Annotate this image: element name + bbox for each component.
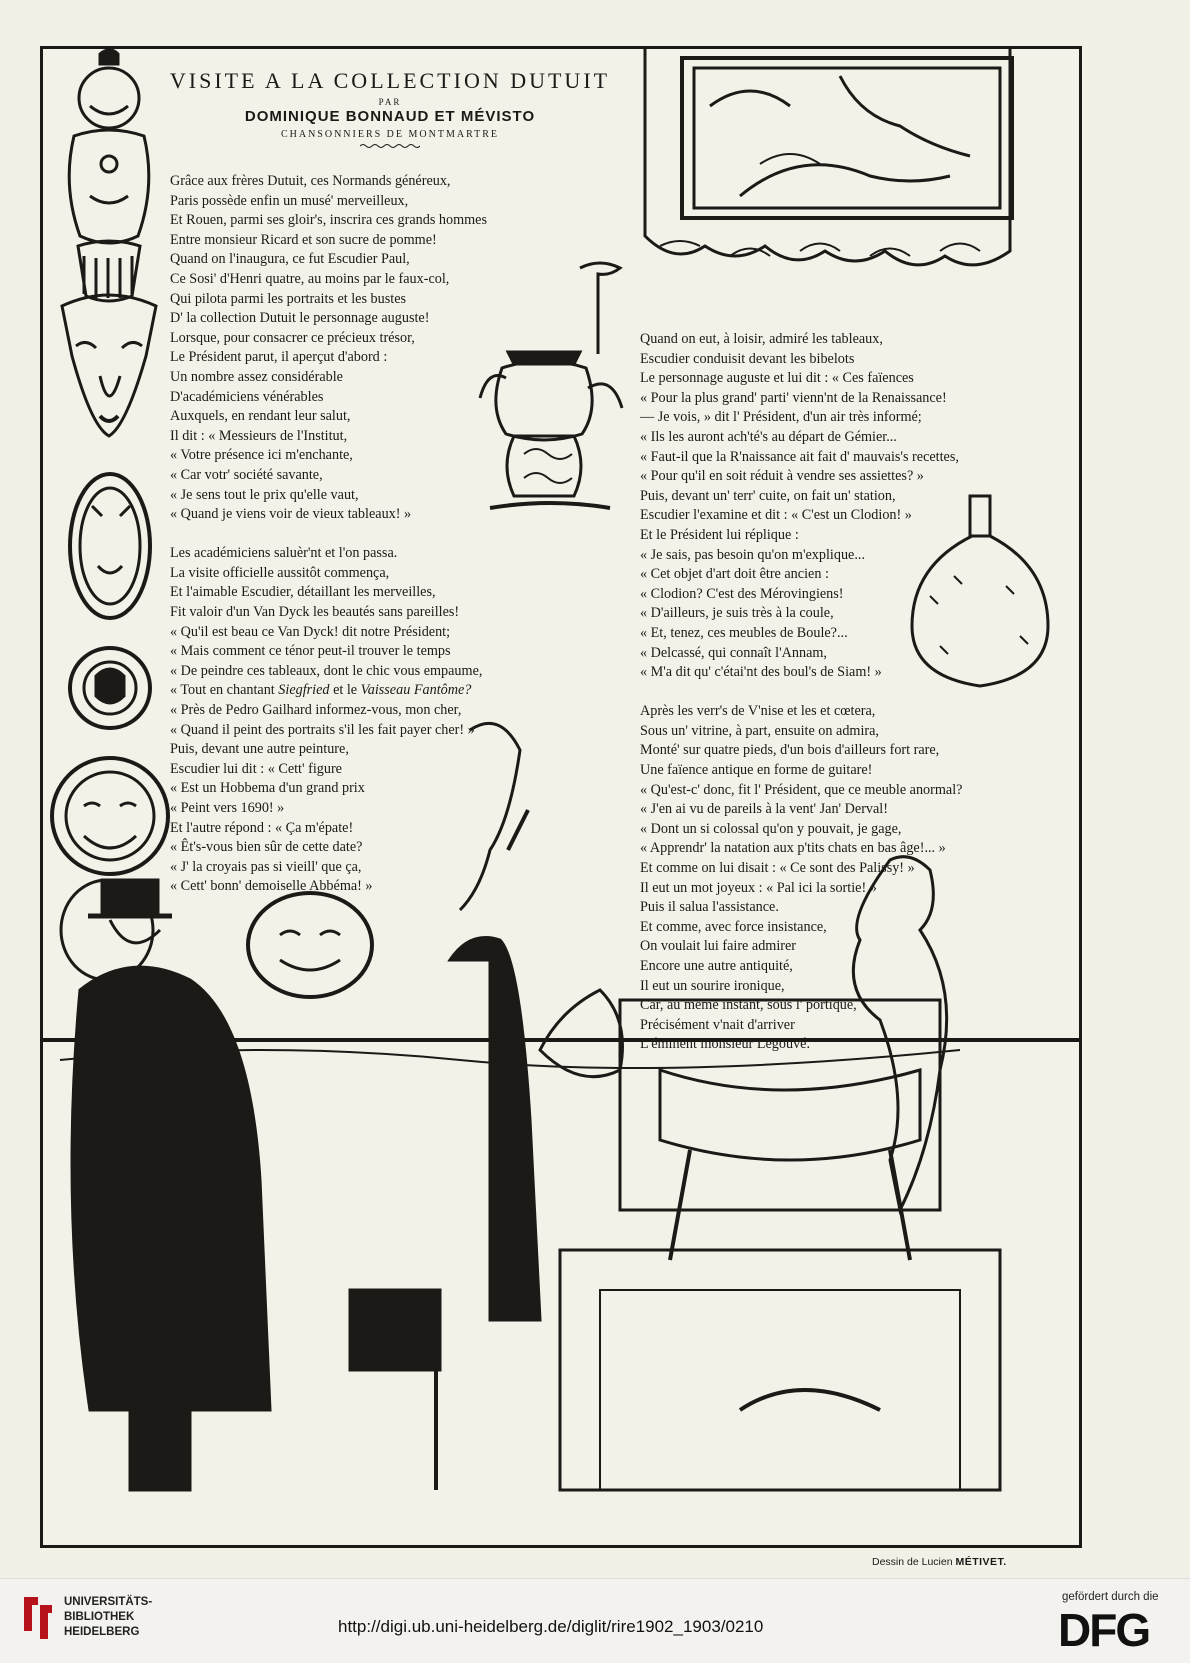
verse-line: Et l'autre répond : « Ça m'épate!: [170, 819, 354, 836]
verse-line: « Est un Hobbema d'un grand prix: [170, 780, 365, 797]
verse-line: « Et, tenez, ces meubles de Boule?...: [640, 624, 848, 641]
illustration-credit: [872, 1556, 1007, 1568]
verse-line: Monté' sur quatre pieds, d'un bois d'ailleurs fort rare,: [640, 742, 940, 759]
verse-line: « D'ailleurs, je suis très à la coule,: [640, 605, 834, 622]
verse-line: « Delcassé, qui connaît l'Annam,: [640, 644, 827, 661]
credit-prefix: Dessin de Lucien: [872, 1556, 956, 1568]
ewer-illustration: [470, 258, 640, 548]
verse-line: Quand on l'inaugura, ce fut Escudier Paul,: [170, 251, 410, 268]
verse-line: L'éminent monsieur Legouvé.: [640, 1036, 811, 1053]
verse-line: D'académiciens vénérables: [170, 388, 324, 405]
verse-fragment: « Tout en chantant: [170, 682, 279, 699]
article-title: VISITE A LA COLLECTION DUTUIT: [169, 68, 611, 93]
verse-column-right: [640, 330, 962, 1055]
verse-line: « Ils les auront ach'té's au départ de Gémier...: [640, 428, 897, 445]
verse-line: Encore une autre antiquité,: [640, 958, 793, 974]
verse-line: « Qu'est-c' donc, fit l' Président, que ce meuble anormal?: [640, 781, 963, 798]
verse-line: « Qu'il est beau ce Van Dyck! dit notre Président;: [170, 623, 451, 640]
viewer-footer: [0, 1578, 1190, 1663]
verse-line: « Pour qu'il en soit réduit à vendre ses assiettes? »: [640, 468, 924, 485]
work-title: Siegfried: [278, 682, 330, 699]
verse-line: Escudier lui dit : « Cett' figure: [170, 760, 342, 777]
verse-line: Après les verr's de V'nise et les et cœtera,: [640, 703, 876, 720]
verse-line: « De peindre ces tableaux, dont le chic vous empaume,: [170, 662, 483, 679]
verse-line: Escudier l'examine et dit : « C'est un Clodion! »: [640, 507, 912, 524]
verse-line: Sous un' vitrine, à part, ensuite on admira,: [640, 722, 879, 739]
verse-line: Et comme on lui disait : « Ce sont des Palissy! »: [640, 860, 915, 877]
verse-line: « Je sais, pas besoin qu'on m'explique...: [640, 546, 865, 563]
verse-line: Et le Président lui réplique :: [640, 526, 799, 543]
verse-line: « Quand je viens voir de vieux tableaux! »: [170, 506, 412, 523]
funding-label: gefördert durch die: [1062, 1591, 1159, 1603]
verse-line: « J'en ai vu de pareils à la vent' Jan' Derval!: [640, 801, 888, 818]
verse-line: Fit valoir d'un Van Dyck les beautés sans pareilles!: [170, 604, 460, 621]
library-name: [64, 1595, 152, 1640]
verse-line: — Je vois, » dit l' Président, d'un air très informé;: [640, 409, 922, 426]
verse-line: Escudier conduisit devant les bibelots: [640, 350, 855, 367]
verse-line: « Faut-il que la R'naissance ait fait d' mauvais's recettes,: [640, 448, 959, 465]
stanza-gap: [640, 683, 962, 703]
library-logo-icon: [20, 1595, 56, 1641]
verse-line: Lorsque, pour consacrer ce précieux trésor,: [170, 329, 415, 346]
verse-line: « Pour la plus grand' parti' vienn'nt de la Renaissance!: [640, 389, 947, 406]
verse-line: Précisément v'nait d'arriver: [640, 1016, 795, 1033]
work-title: Vaisseau Fantôme?: [360, 682, 472, 699]
article-header: [150, 68, 630, 149]
verse-line: Une faïence antique en forme de guitare!: [640, 762, 873, 779]
dfg-logo: DFG: [1058, 1604, 1150, 1656]
by-label: PAR: [378, 97, 402, 107]
verse-line: Ce Sosi' d'Henri quatre, au moins par le faux-col,: [170, 270, 450, 287]
library-name-line: UNIVERSITÄTS-: [64, 1596, 153, 1608]
verse-line: Auxquels, en rendant leur salut,: [170, 408, 351, 425]
verse-line: « Cett' bonn' demoiselle Abbéma! »: [170, 878, 373, 895]
verse-line: On voulait lui faire admirer: [640, 938, 797, 955]
credit-artist: MÉTIVET.: [955, 1556, 1007, 1568]
verse-line: Qui pilota parmi les portraits et les bustes: [170, 290, 407, 307]
verse-line: « Quand il peint des portraits s'il les fait payer cher! »: [170, 721, 475, 738]
library-name-line: BIBLIOTHEK: [64, 1611, 135, 1623]
verse-line: Il dit : « Messieurs de l'Institut,: [170, 427, 348, 444]
verse-line: Grâce aux frères Dutuit, ces Normands généreux,: [170, 173, 451, 189]
verse-line: Il eut un mot joyeux : « Pal ici la sortie! »: [640, 879, 877, 896]
verse-line: Il eut un sourire ironique,: [640, 977, 785, 994]
ornament-squiggle: [360, 143, 420, 149]
verse-line: « Êt's-vous bien sûr de cette date?: [170, 839, 363, 856]
authors-subtitle: CHANSONNIERS DE MONTMARTRE: [280, 129, 500, 140]
verse-line: « Près de Pedro Gailhard informez-vous, mon cher,: [170, 702, 462, 719]
verse-fragment: et le: [329, 682, 361, 699]
verse-line: Puis, devant une autre peinture,: [170, 741, 349, 758]
verse-line: Les académiciens saluèr'nt et l'on passa.: [170, 545, 398, 562]
verse-line: Paris possède enfin un musé' merveilleux,: [170, 192, 409, 209]
verse-line: « Clodion? C'est des Mérovingiens!: [640, 585, 844, 602]
verse-line: « Apprendr' la natation aux p'tits chats en bas âge!... »: [640, 840, 946, 857]
verse-line: Et Rouen, parmi ses gloir's, inscrira ces grands hommes: [170, 212, 487, 229]
verse-line: D' la collection Dutuit le personnage auguste!: [170, 310, 430, 327]
verse-line: Et comme, avec force insistance,: [640, 918, 827, 935]
verse-line: [170, 681, 487, 701]
verse-line: Puis il salua l'assistance.: [640, 899, 779, 916]
permalink-url[interactable]: http://digi.ub.uni-heidelberg.de/diglit/rire1902_1903/0210: [338, 1617, 764, 1636]
verse-column-left: [170, 172, 487, 897]
verse-line: Car, au même instant, sous l' portique,: [640, 997, 857, 1014]
framed-painting-illustration: [640, 46, 1070, 296]
verse-line: La visite officielle aussitôt commença,: [170, 564, 390, 581]
verse-line: « Cet objet d'art doit être ancien :: [640, 566, 829, 583]
verse-line: « Mais comment ce ténor peut-il trouver le temps: [170, 643, 451, 660]
library-name-line: HEIDELBERG: [64, 1626, 140, 1638]
verse-line: Un nombre assez considérable: [170, 368, 343, 385]
verse-line: « Dont un si colossal qu'on y pouvait, je gage,: [640, 820, 902, 837]
verse-line: Le personnage auguste et lui dit : « Ces faïences: [640, 370, 914, 387]
stanza-gap: [170, 525, 487, 545]
verse-line: Le Président parut, il aperçut d'abord :: [170, 349, 388, 366]
verse-line: « J' la croyais pas si vieill' que ça,: [170, 858, 362, 875]
verse-line: « Car votr' société savante,: [170, 466, 323, 483]
verse-line: « Peint vers 1690! »: [170, 800, 285, 816]
verse-line: « Je sens tout le prix qu'elle vaut,: [170, 486, 359, 503]
verse-line: Entre monsieur Ricard et son sucre de pomme!: [170, 231, 437, 248]
verse-line: « M'a dit qu' c'étai'nt des boul's de Siam! »: [640, 664, 882, 681]
verse-line: Et l'aimable Escudier, détaillant les merveilles,: [170, 584, 436, 601]
authors: DOMINIQUE BONNAUD ET MÉVISTO: [244, 108, 536, 125]
verse-line: Puis, devant un' terr' cuite, on fait un' station,: [640, 487, 896, 504]
verse-line: Quand on eut, à loisir, admiré les tableaux,: [640, 331, 883, 347]
verse-line: « Votre présence ici m'enchante,: [170, 447, 353, 464]
